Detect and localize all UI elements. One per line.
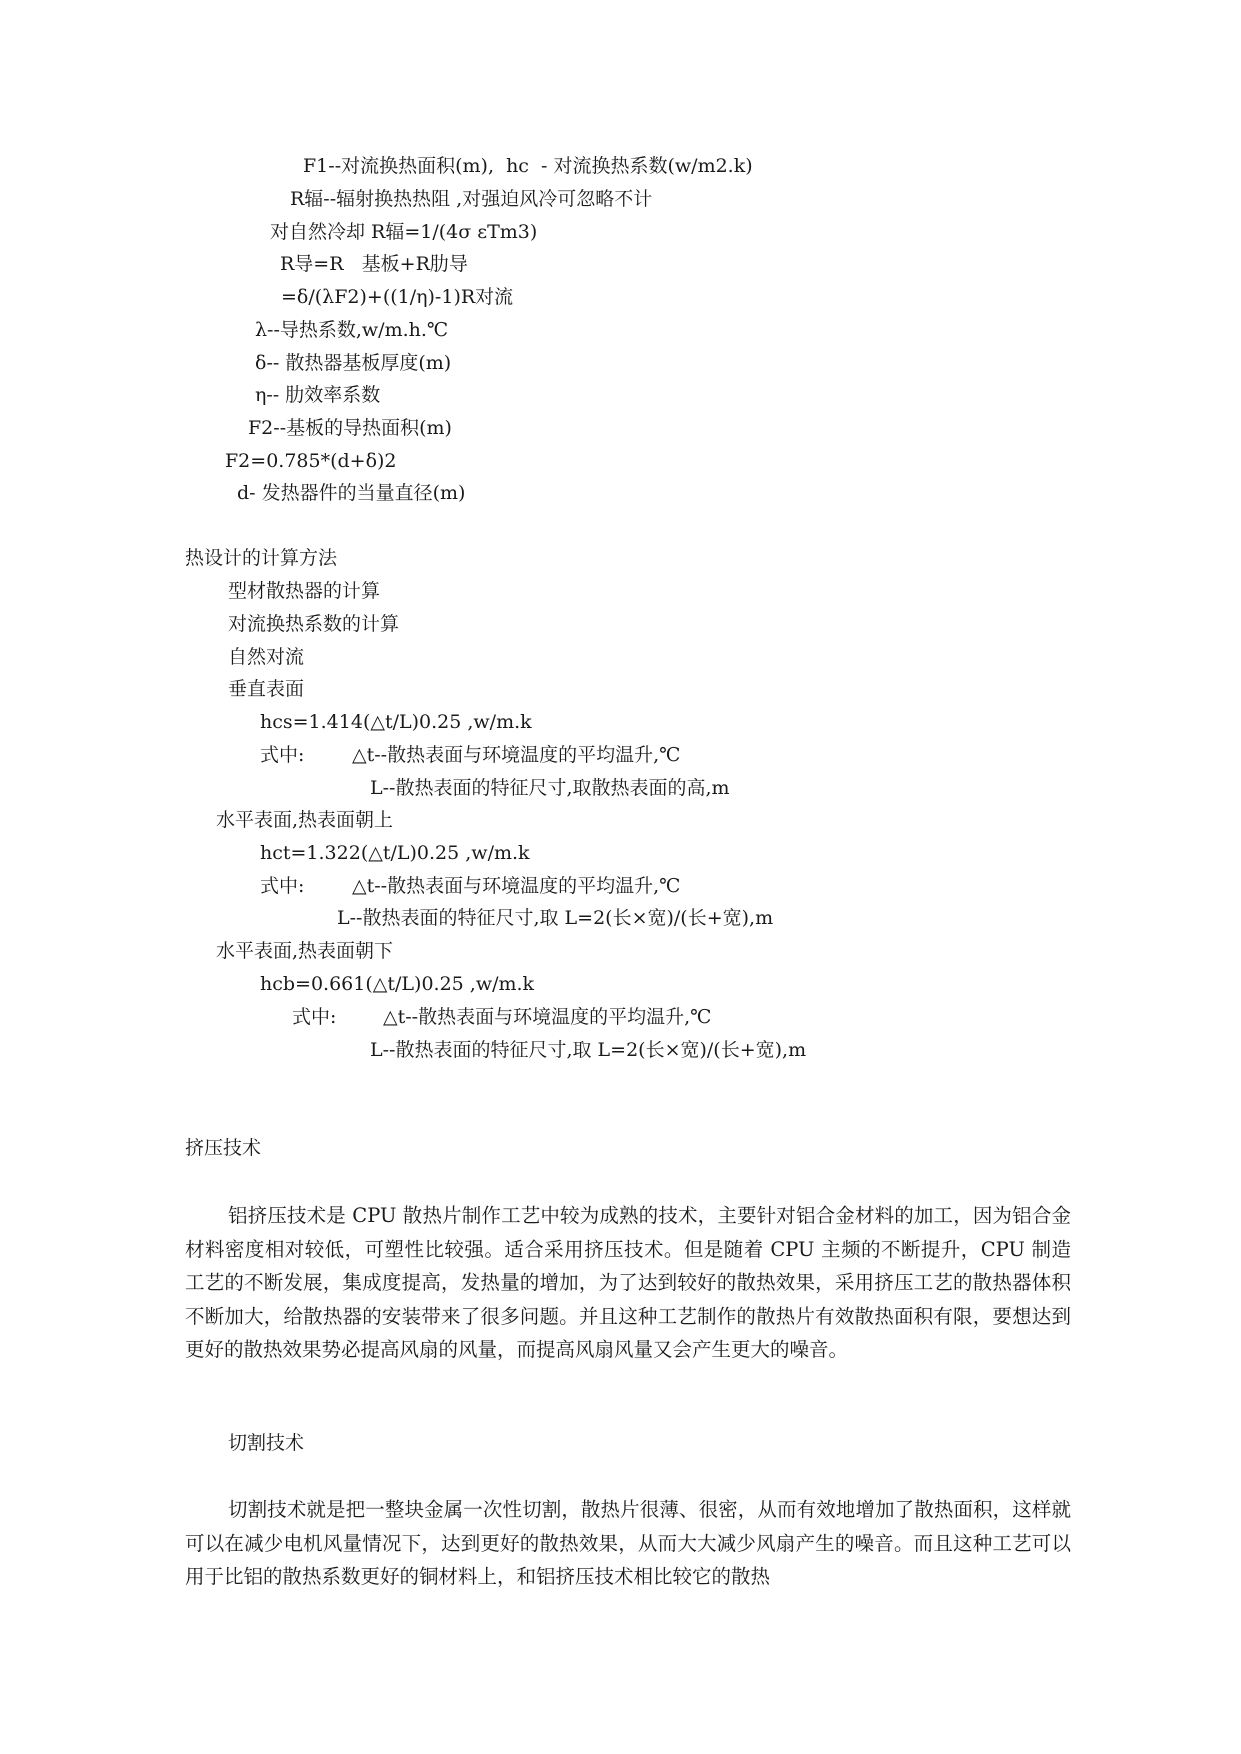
definition-l: L--散热表面的特征尺寸,取散热表面的高,m [370,777,730,799]
subheading-profile-heatsink: 型材散热器的计算 [228,580,381,602]
paragraph-extrusion: 铝挤压技术是 CPU 散热片制作工艺中较为成熟的技术，主要针对铝合金材料的加工，因为铝合金材料密度相对较低，可塑性比较强。适合采用挤压技术。但是随着 CPU 主频的不断提升，CPU 制造工艺的不断发展，集成度提高，发热量的增加，为了达到较好的散热效果，采用挤压工艺的散热器体积不断加大，给散热器的安装带来了很多问题。并且这种工艺制作的散热片有效散热面积有限，要想达到更好的散热效果势必提高风扇的风量，而提高风扇风量又会产生更大的噪音。 [185,1204,1071,1361]
where-label: 式中: [260,744,305,766]
formula-line-f2-equation: F2=0.785*(d+δ)2 [225,450,397,472]
subheading-natural-convection: 自然对流 [228,646,305,668]
formula-line-f1: F1--对流换热面积(m), hc - 对流换热系数(w/m2.k) [303,155,753,177]
subheading-convection-coefficient: 对流换热系数的计算 [228,613,400,635]
definition-l: L--散热表面的特征尺寸,取 L=2(长×宽)/(长+宽),m [370,1039,807,1061]
definition-delta-t: △t--散热表面与环境温度的平均温升,℃ [383,1006,712,1028]
formula-line-f2: F2--基板的导热面积(m) [248,417,452,439]
heading-horizontal-up: 水平表面,热表面朝上 [216,809,394,831]
formula-hcs: hcs=1.414(△t/L)0.25 ,w/m.k [260,711,532,733]
section-title-calc-method: 热设计的计算方法 [185,547,338,569]
definition-delta-t: △t--散热表面与环境温度的平均温升,℃ [352,744,681,766]
heading-vertical-surface: 垂直表面 [228,678,305,700]
formula-line-r-rad: R辐--辐射换热热阻 ,对强迫风冷可忽略不计 [290,188,653,210]
heading-cutting: 切割技术 [228,1432,305,1454]
formula-line-lambda: λ--导热系数,w/m.h.℃ [255,319,449,341]
formula-line-delta: δ-- 散热器基板厚度(m) [255,352,452,374]
definition-delta-t: △t--散热表面与环境温度的平均温升,℃ [352,875,681,897]
where-label: 式中: [292,1006,337,1028]
definition-l: L--散热表面的特征尺寸,取 L=2(长×宽)/(长+宽),m [337,907,774,929]
formula-line-natural-cooling: 对自然冷却 R辐=1/(4σ εTm3) [270,221,538,243]
formula-line-r-cond: R导=R 基板+R肋导 [280,253,468,275]
heading-horizontal-down: 水平表面,热表面朝下 [216,940,394,962]
paragraph-cutting: 切割技术就是把一整块金属一次性切割，散热片很薄、很密，从而有效地增加了散热面积，这样就可以在减少电机风量情况下，达到更好的散热效果，从而大大减少风扇产生的噪音。而且这种工艺可以用于比铝的散热系数更好的铜材料上，和铝挤压技术相比较它的散热 [185,1498,1071,1588]
formula-line-eta: η-- 肋效率系数 [255,384,381,406]
where-label: 式中: [260,875,305,897]
formula-hcb: hcb=0.661(△t/L)0.25 ,w/m.k [260,973,535,995]
formula-line-d: d- 发热器件的当量直径(m) [237,482,466,504]
formula-hct: hct=1.322(△t/L)0.25 ,w/m.k [260,842,530,864]
heading-extrusion: 挤压技术 [185,1137,262,1159]
formula-line-r-cond-expansion: =δ/(λF2)+((1/η)-1)R对流 [281,286,514,308]
